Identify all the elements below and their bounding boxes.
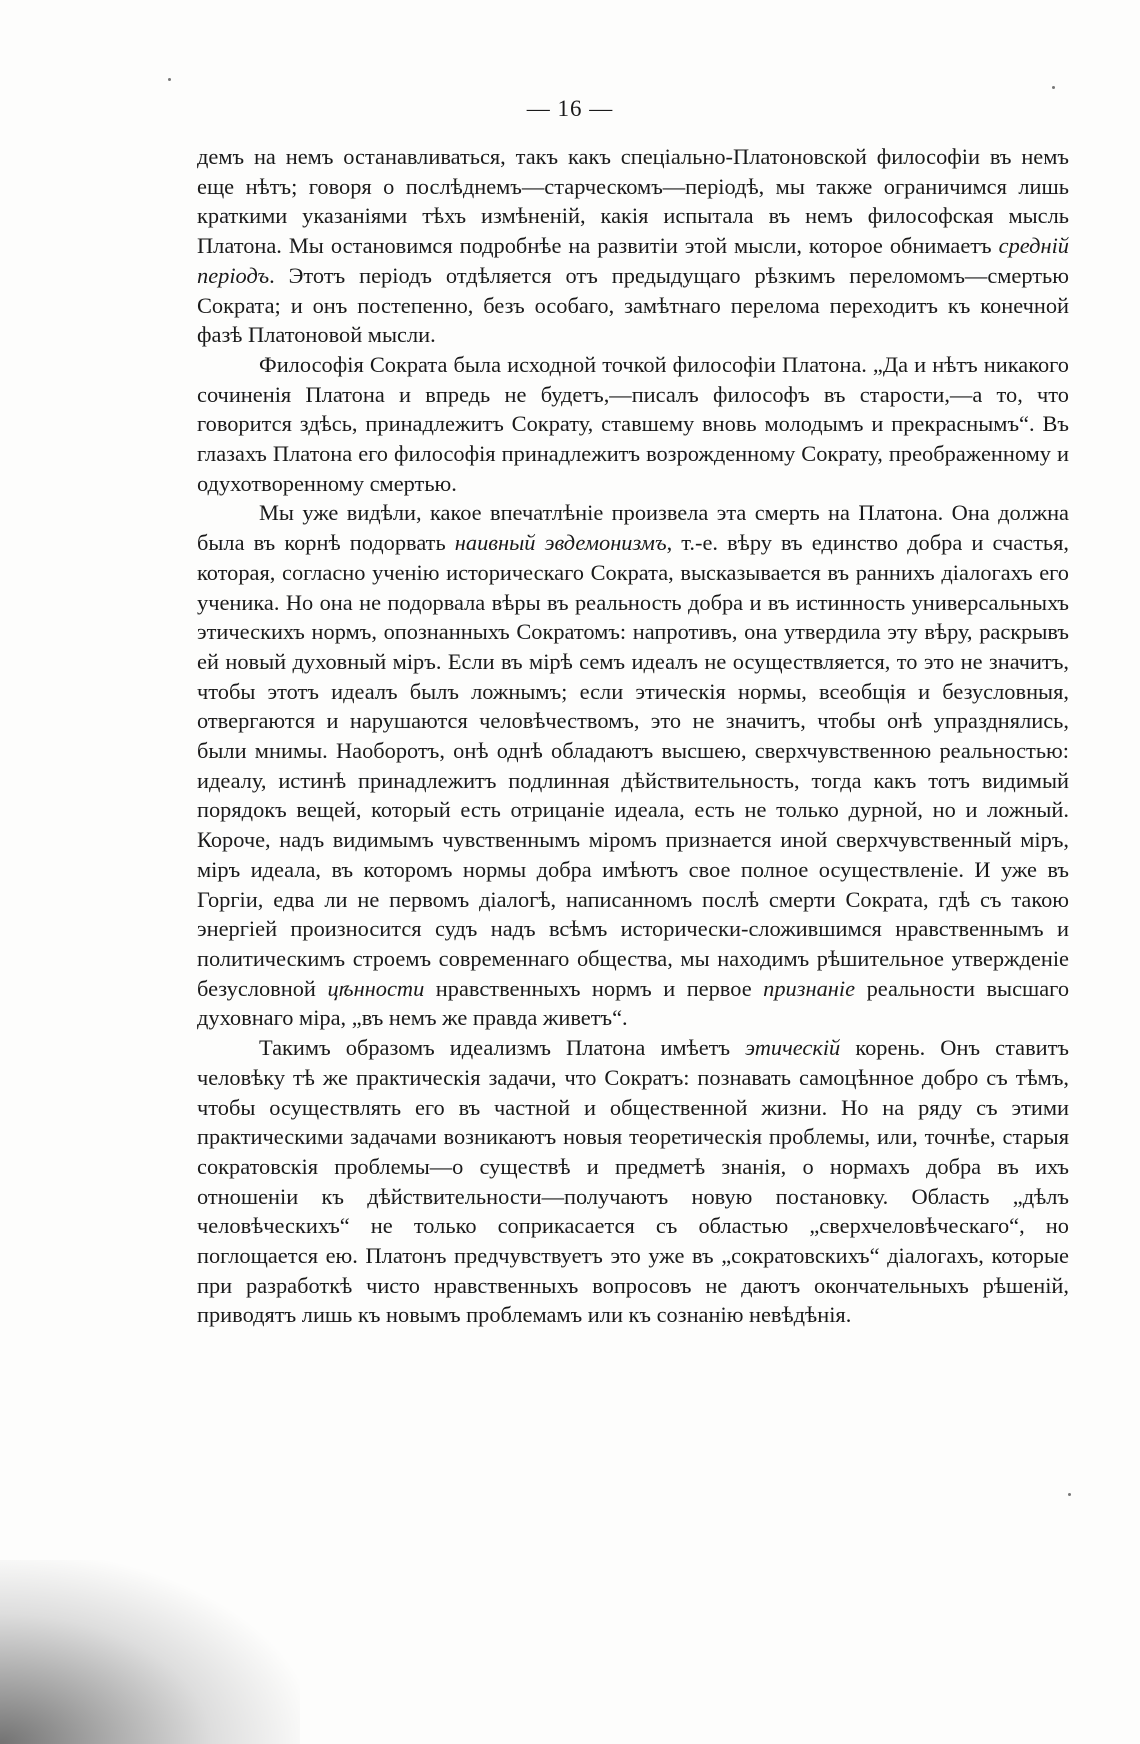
italic-term: этическій [745, 1035, 841, 1061]
text-run: реальности высшаго духовнаго міра, „въ немъ же правда живетъ“. [197, 975, 1070, 1031]
paragraph [197, 498, 1069, 1033]
scan-speck [1052, 86, 1055, 89]
scan-speck [168, 78, 171, 81]
paragraph [197, 142, 1069, 350]
italic-term: средній періодъ [197, 233, 1069, 288]
text-run: демъ на немъ останавливаться, такъ какъ спеціально-Платоновской философіи въ немъ еще нѣтъ; говоря о послѣднемъ—старческомъ—періодѣ, мы также ограничимся лишь краткими указаніями тѣхъ измѣненій, какія испытала въ немъ философская мысль Платона. Мы остановимся подробнѣе на развитіи этой мысли, которое обнимаетъ [197, 144, 1069, 259]
body-text [197, 142, 1069, 1330]
text-run: Мы уже видѣли, какое впечатлѣніе произвела эта смерть на Платона. Она должна была въ корнѣ подорвать [197, 500, 1069, 556]
text-run: . Этотъ періодъ отдѣляется отъ предыдущаго рѣзкимъ переломомъ—смертью Сократа; и онъ постепенно, безъ особаго, замѣтнаго перелома переходитъ къ конечной фазѣ Платоновой мысли. [197, 262, 1069, 348]
italic-term: цѣнности [327, 975, 425, 1001]
scan-shadow [0, 1560, 300, 1744]
text-run: корень. Онъ ставитъ человѣку тѣ же практическія задачи, что Сократъ: познавать самоцѣнное добро съ тѣмъ, чтобы осуществлять его въ частной и общественной жизни. Но на ряду съ этими практическими задачами возникаютъ новыя теоретическія проблемы, или, точнѣе, старыя сократовскія проблемы—о существѣ и предметѣ знанія, о нормахъ добра въ ихъ отношеніи къ дѣйствительности—получаютъ новую постановку. Область „дѣлъ человѣческихъ“ не только соприкасается съ областью „сверхчеловѣческаго“, но поглощается ею. Платонъ предчувствуетъ это уже въ „сократовскихъ“ діалогахъ, которые при разработкѣ чисто нравственныхъ вопросовъ не даютъ окончательныхъ рѣшеній, приводятъ лишь къ новымъ проблемамъ или къ сознанію невѣдѣнія. [197, 1035, 1069, 1328]
text-run: Философія Сократа была исходной точкой философіи Платона. „Да и нѣтъ никакого сочиненія Платона и впредь не будетъ,—писалъ философъ въ старости,—а то, что говорится здѣсь, принадлежитъ Сократу, ставшему вновь молодымъ и прекраснымъ“. Въ глазахъ Платона его философія принадлежитъ возрожденному Сократу, преображенному и одухотворенному смертью. [197, 351, 1069, 496]
text-run: , т.-е. вѣру въ единство добра и счастья, которая, согласно ученію историческаго Сократа, высказывается въ раннихъ діалогахъ его ученика. Но она не подорвала вѣры въ реальность добра и въ истинность универсальныхъ этическихъ нормъ, опознанныхъ Сократомъ: напротивъ, она утвердила эту вѣру, раскрывъ ей новый духовный міръ. Если въ мірѣ семъ идеалъ не осуществляется, то это не значитъ, чтобы этотъ идеалъ былъ ложнымъ; если этическія нормы, всеобщія и безусловныя, отвергаются и нарушаются человѣчествомъ, это не значитъ, чтобы онѣ упразднялись, были мнимы. Наоборотъ, онѣ однѣ обладаютъ высшею, сверхчувственною реальностью: идеалу, истинѣ принадлежитъ подлинная дѣйствительность, тогда какъ тотъ видимый порядокъ вещей, который есть отрицаніе идеала, есть не только дурной, но и ложный. Короче, надъ видимымъ чувственнымъ міромъ признается иной сверхчувственный міръ, міръ идеала, въ которомъ нормы добра имѣютъ свое полное осуществленіе. И уже въ Горгіи, едва ли не первомъ діалогѣ, написанномъ послѣ смерти Сократа, гдѣ съ такою энергіей произносится судъ надъ всѣмъ исторически-сложившимся нравственнымъ и политическимъ строемъ современнаго общества, мы находимъ рѣшительное утвержденіе безусловной [197, 530, 1069, 1001]
text-run: нравственныхъ нормъ и первое [424, 975, 764, 1001]
italic-term: наивный эвдемонизмъ [454, 530, 667, 556]
italic-term: признаніе [763, 975, 856, 1001]
scan-speck [1068, 1493, 1071, 1496]
page-number: — 16 — [526, 96, 614, 121]
paragraph [197, 350, 1069, 499]
paragraph [197, 1033, 1069, 1330]
text-run: Такимъ образомъ идеализмъ Платона имѣетъ [259, 1035, 746, 1061]
